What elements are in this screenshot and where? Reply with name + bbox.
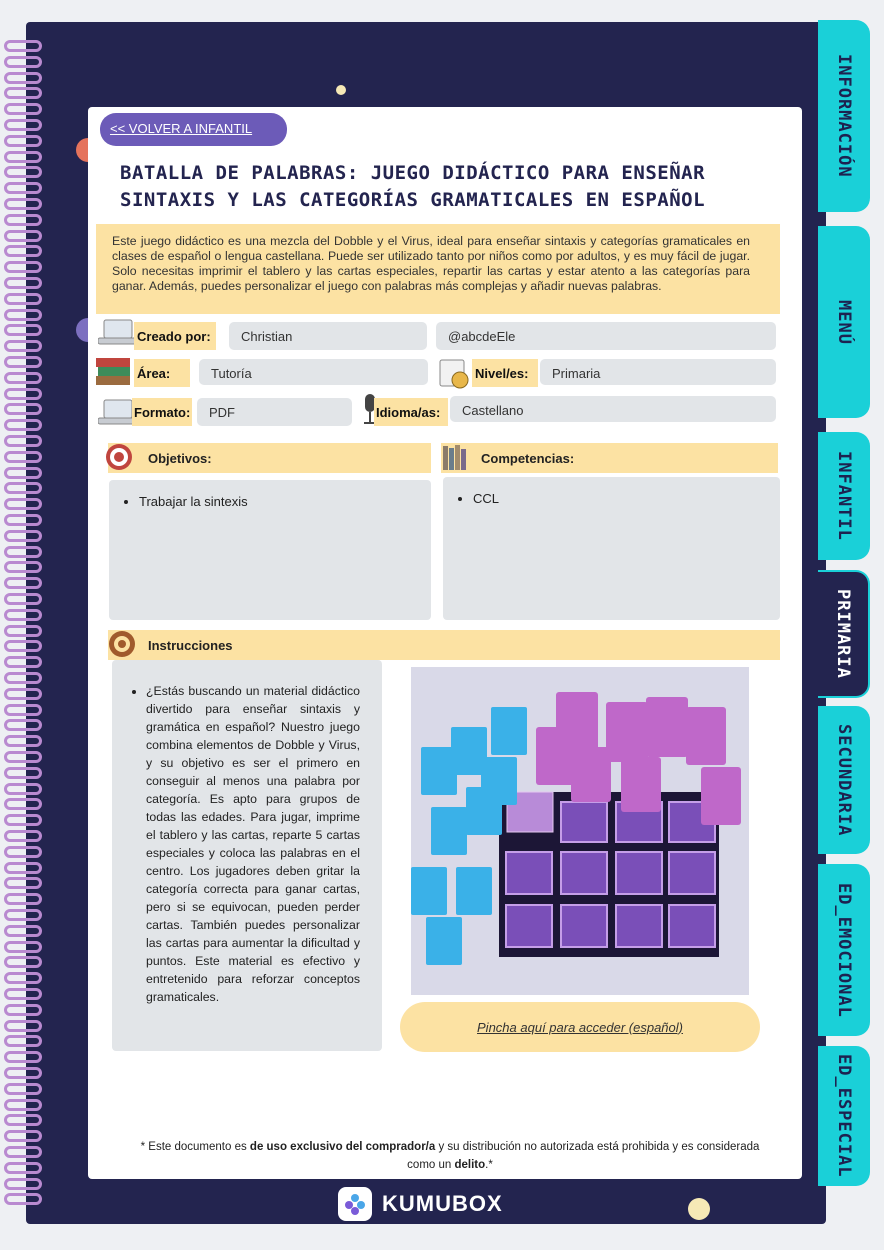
spiral-ring	[4, 40, 42, 52]
laptop-icon	[98, 318, 138, 346]
spiral-ring	[4, 230, 42, 242]
tab-menu[interactable]	[818, 226, 870, 418]
instructions-header	[108, 630, 780, 660]
spiral-ring	[4, 1146, 42, 1158]
tab-label: SECUNDARIA	[834, 723, 854, 837]
page-title: BATALLA DE PALABRAS: JUEGO DIDÁCTICO PARA ENSEÑAR SINTAXIS Y LAS CATEGORÍAS GRAMATICALES EN ESPAÑOL	[120, 162, 706, 211]
objectives-header	[108, 443, 431, 473]
spiral-ring	[4, 403, 42, 415]
spiral-ring	[4, 1114, 42, 1126]
footer-text: * Este documento es	[140, 1141, 250, 1153]
spiral-ring	[4, 498, 42, 510]
footer-text: y su distribución no autorizada está prohibida y es considerada como un	[407, 1141, 760, 1171]
created-by-label: Creado por:	[134, 322, 216, 350]
level-label: Nivel/es:	[472, 359, 538, 387]
tab-label: ED_EMOCIONAL	[834, 882, 854, 1018]
spiral-ring	[4, 925, 42, 937]
spiral-ring	[4, 198, 42, 210]
spiral-ring	[4, 1051, 42, 1063]
spiral-ring	[4, 419, 42, 431]
game-photo	[411, 667, 749, 995]
tab-label: INFORMACIÓN	[834, 54, 854, 178]
tab-ed-especial[interactable]	[818, 1046, 870, 1186]
spiral-ring	[4, 1130, 42, 1142]
spiral-ring	[4, 593, 42, 605]
spiral-ring	[4, 435, 42, 447]
tab-ed-emocional[interactable]	[818, 864, 870, 1036]
back-to-infantil-link[interactable]: << VOLVER A INFANTIL	[100, 113, 287, 146]
decor-star-icon	[688, 1198, 710, 1220]
spiral-ring	[4, 372, 42, 384]
spiral-ring	[4, 625, 42, 637]
footer-text: .*	[485, 1159, 493, 1171]
tab-label: INFANTIL	[834, 451, 854, 541]
spiral-ring	[4, 1178, 42, 1190]
tab-secundaria[interactable]	[818, 706, 870, 854]
target-icon	[104, 442, 134, 472]
tab-informacion[interactable]	[818, 20, 870, 212]
spiral-ring	[4, 609, 42, 621]
tab-label: MENÚ	[834, 299, 854, 345]
spiral-ring	[4, 1162, 42, 1174]
spiral-ring	[4, 640, 42, 652]
description: Este juego didáctico es una mezcla del Dobble y el Virus, ideal para enseñar sintaxis y categorías gramaticales en clases de español o lengua castellana. Puede ser utilizado tanto por niños como por adultos, y es muy fácil de jugar. Solo necesitas imprimir el tablero y las cartas especiales, repartir las cartas y estar atento a las categorías para ganar. Además, puedes personalizar el juego con palabras más complejas y añadir nuevas palabras.	[96, 224, 780, 314]
level-chart-icon	[436, 356, 472, 390]
spiral-ring	[4, 1193, 42, 1205]
spiral-ring	[4, 783, 42, 795]
books-icon	[94, 354, 134, 390]
spiral-ring	[4, 656, 42, 668]
area-label: Área:	[134, 359, 190, 387]
area-value: Tutoría	[199, 359, 428, 385]
spiral-ring	[4, 56, 42, 68]
brand	[338, 1186, 503, 1222]
spiral-ring	[4, 245, 42, 257]
bookshelf-icon	[440, 442, 470, 472]
spiral-ring	[4, 735, 42, 747]
language-label: Idioma/as:	[374, 398, 448, 426]
spiral-ring	[4, 388, 42, 400]
spiral-ring	[4, 941, 42, 953]
spiral-ring	[4, 704, 42, 716]
competencies-label: Competencias:	[481, 450, 575, 466]
spiral-ring	[4, 135, 42, 147]
spiral-ring	[4, 956, 42, 968]
spiral-ring	[4, 467, 42, 479]
spiral-ring	[4, 514, 42, 526]
spiral-ring	[4, 72, 42, 84]
spiral-ring	[4, 482, 42, 494]
format-value: PDF	[197, 398, 352, 426]
spiral-ring	[4, 1083, 42, 1095]
spiral-ring	[4, 530, 42, 542]
spiral-ring	[4, 577, 42, 589]
spiral-ring	[4, 87, 42, 99]
spiral-ring	[4, 277, 42, 289]
spiral-ring	[4, 182, 42, 194]
spiral-ring	[4, 451, 42, 463]
objectives-label: Objetivos:	[148, 450, 212, 466]
spiral-ring	[4, 119, 42, 131]
spiral-ring	[4, 293, 42, 305]
spiral-ring	[4, 561, 42, 573]
spiral-ring	[4, 846, 42, 858]
spiral-ring	[4, 166, 42, 178]
kumubox-logo-icon	[338, 1187, 372, 1221]
spiral-ring	[4, 1035, 42, 1047]
list-item: • Trabajar la sintexis	[139, 494, 431, 509]
spiral-ring	[4, 767, 42, 779]
spiral-ring	[4, 324, 42, 336]
spiral-ring	[4, 214, 42, 226]
list-item: • CCL	[473, 491, 780, 506]
instructions-label: Instrucciones	[148, 637, 233, 653]
level-value: Primaria	[540, 359, 776, 385]
spiral-ring	[4, 151, 42, 163]
language-value: Castellano	[450, 396, 776, 422]
footer-bold: delito	[454, 1159, 486, 1171]
decor-star-icon	[336, 85, 346, 95]
spiral-ring	[4, 719, 42, 731]
spiral-ring	[4, 972, 42, 984]
spiral-ring	[4, 546, 42, 558]
spiral-ring	[4, 877, 42, 889]
spiral-ring	[4, 309, 42, 321]
spiral-ring	[4, 1004, 42, 1016]
spiral-ring	[4, 988, 42, 1000]
competencies-box	[443, 477, 780, 620]
brand-name: KUMUBOX	[382, 1191, 503, 1216]
competencies-header	[441, 443, 778, 473]
spiral-ring	[4, 798, 42, 810]
objectives-list	[109, 494, 431, 509]
spiral-ring	[4, 356, 42, 368]
spiral-ring	[4, 1020, 42, 1032]
access-link[interactable]: Pincha aquí para acceder (español)	[400, 1002, 760, 1052]
footer-disclaimer	[140, 1138, 760, 1174]
tab-infantil[interactable]	[818, 432, 870, 560]
spiral-ring	[4, 1067, 42, 1079]
spiral-ring	[4, 814, 42, 826]
spiral-ring	[4, 751, 42, 763]
tab-label: PRIMARIA	[833, 589, 853, 679]
instructions-text: • ¿Estás buscando un material didáctico divertido para enseñar sintaxis y gramática en español? Nuestro juego combina elementos de Dobble y Virus, y su objetivo es ser el primero en conseguir al menos una palabra por categoría. Es apto para grupos de todas las edades. Para jugar, imprime el tablero y las cartas, reparte 5 cartas especiales y coloca las palabras en el centro. Los jugadores deben gritar la categoría correcta para ganar cartas, pero si se equivocan, pueden perder cartas. También puedes personalizar las cartas para aumentar la dificultad y puntos. Este material es efectivo y entretenido para reforzar conceptos gramaticales.	[146, 682, 360, 1006]
spiral-ring	[4, 830, 42, 842]
format-label: Formato:	[132, 398, 192, 426]
spiral-ring	[4, 340, 42, 352]
tab-primaria[interactable]	[818, 570, 870, 698]
competencies-list	[443, 491, 780, 506]
spiral-ring	[4, 893, 42, 905]
spiral-ring	[4, 862, 42, 874]
spiral-ring	[4, 261, 42, 273]
instructions-box	[112, 660, 382, 1051]
spiral-ring	[4, 672, 42, 684]
author-handle: @abcdeEle	[436, 322, 776, 350]
spiral-binding	[4, 40, 44, 1210]
tab-label: ED_ESPECIAL	[834, 1054, 854, 1178]
spiral-ring	[4, 909, 42, 921]
created-by-value: Christian	[229, 322, 427, 350]
spiral-ring	[4, 103, 42, 115]
spiral-ring	[4, 688, 42, 700]
spiral-ring	[4, 1099, 42, 1111]
objectives-box	[109, 480, 431, 620]
gear-icon	[107, 629, 137, 659]
footer-bold: de uso exclusivo del comprador/a	[249, 1141, 436, 1153]
